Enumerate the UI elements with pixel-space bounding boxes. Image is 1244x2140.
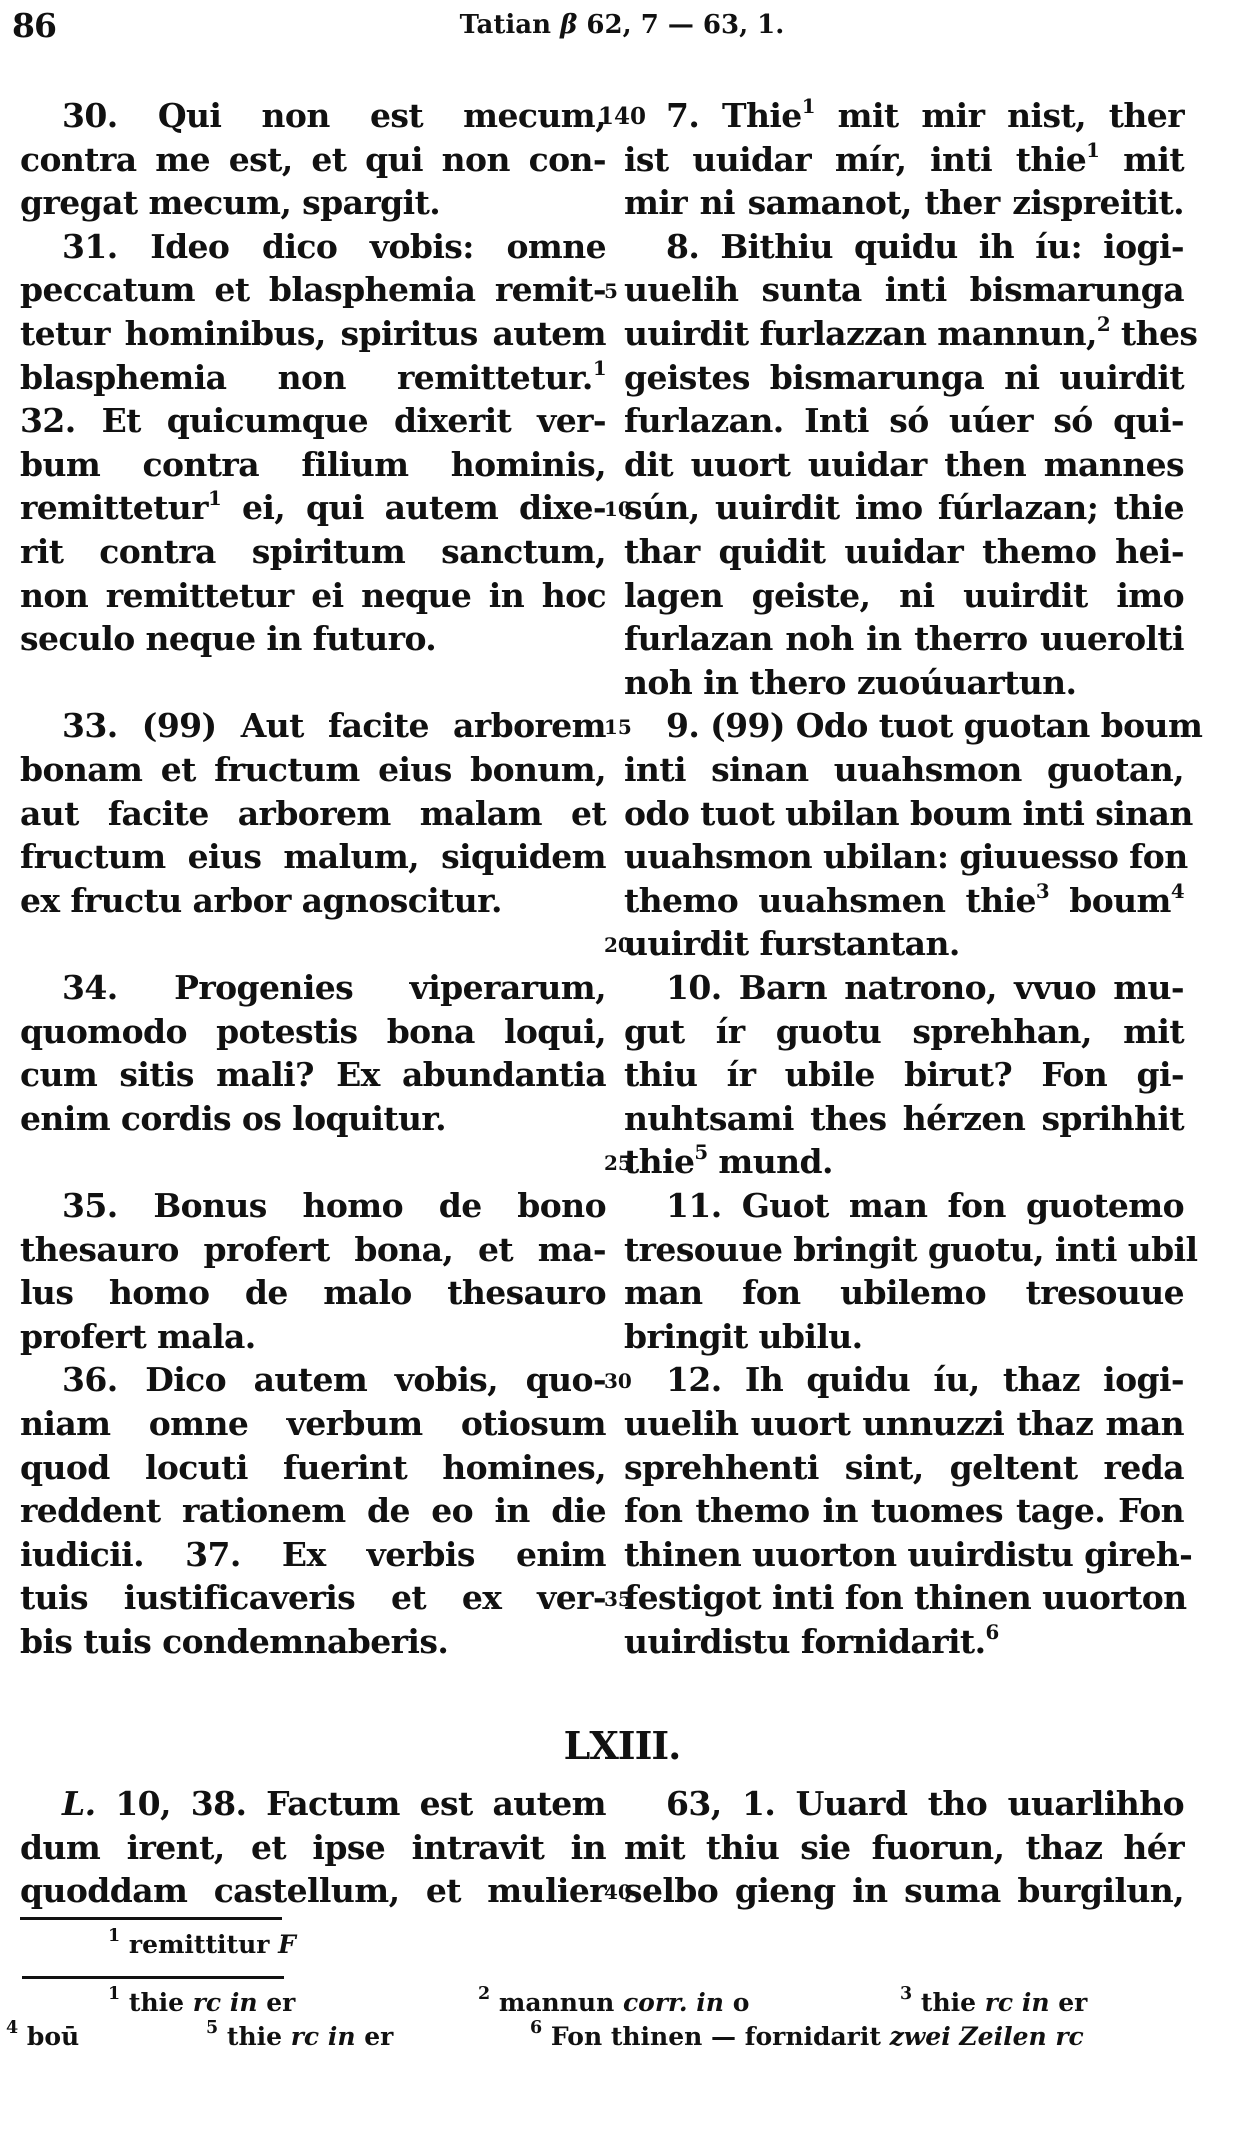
text-line: quoddam castellum, et mulier (20, 1871, 606, 1911)
text-line: lagen geiste, ni uuirdit imo (624, 575, 1184, 615)
text-line: uuelih sunta inti bismarunga (624, 270, 1184, 310)
footnote-german-6: $^6$ Fon thinen — fornidarit zwei Zeilen rc (530, 2017, 1084, 2051)
line-number: 20 (604, 933, 632, 958)
footnote-siglum: F (278, 1930, 296, 1959)
latin-column (20, 94, 606, 1674)
text-line: profert mala. (20, 1316, 256, 1356)
text-line (20, 922, 606, 966)
text-line: 11. Guot man fon guotemo (666, 1186, 1184, 1225)
text-line: dum irent, et ipse intravit in (20, 1827, 606, 1867)
text-line: uuirdit furstantan. (624, 924, 960, 964)
footnote-reference: 6 (985, 1620, 999, 1645)
footnote-mark: 5 (206, 2017, 219, 2038)
footnote-mark: 3 (900, 1983, 913, 2004)
text-line: man fon ubilemo tresouue (624, 1273, 1184, 1313)
editorial-note: rc in (984, 1988, 1059, 2017)
text-line: tetur hominibus, spiritus autem (20, 314, 606, 353)
footnote-reference: 1 (801, 94, 815, 119)
text-line: lus homo de malo thesauro (20, 1273, 606, 1313)
text-line: 10. Barn natrono, vvuo mu- (666, 968, 1184, 1007)
text-line: themo uuahsmen thie$^3$ boum$^4$ (624, 878, 1185, 920)
footnote-latin-1 (108, 1925, 296, 1960)
line-number: 40 (604, 1880, 632, 1905)
text-line: mit thiu sie fuorun, thaz hér (624, 1827, 1184, 1867)
text-line: 30. Qui non est mecum, (62, 96, 606, 135)
text-line: 32. Et quicumque dixerit ver- (20, 401, 606, 441)
editorial-note: corr. in (622, 1988, 733, 2017)
footnote-text: remittitur (128, 1930, 270, 1959)
text-line: 63, 1. Uuard tho uuarlihho (666, 1784, 1184, 1823)
footnote-reference: 1 (207, 486, 222, 511)
text-line: bonam et fructum eius bonum, (20, 750, 606, 789)
footnote-german-4: $^4$ boū (6, 2017, 80, 2051)
line-number: 30 (604, 1369, 632, 1394)
text-line: non remittetur ei neque in hoc (20, 575, 606, 615)
footnote-reference: 5 (694, 1140, 708, 1165)
text-line: 34. Progenies viperarum, (62, 968, 606, 1007)
running-title-siglum: β (560, 10, 578, 40)
text-line: L. 10, 38. Factum est autem (62, 1784, 606, 1823)
footnote-mark: 4 (6, 2017, 19, 2038)
text-line: dit uuort uuidar then mannes (624, 444, 1184, 484)
line-number: 140 (598, 103, 647, 130)
text-line: sprehhenti sint, geltent reda (624, 1447, 1184, 1487)
text-line: fon themo in tuomes tage. Fon (624, 1491, 1184, 1531)
text-line: furlazan noh in therro uuerolti (624, 619, 1184, 659)
footnote-reference: 1 (592, 355, 606, 380)
footnote-german-3: $^3$ thie rc in er (900, 1983, 1088, 2017)
editorial-note: rc in (290, 2022, 365, 2051)
text-line: mir ni samanot, ther zispreitit. (624, 183, 1184, 223)
text-line: bum contra filium hominis, (20, 444, 606, 484)
text-line: aut facite arborem malam et (20, 793, 606, 833)
text-line: bringit ubilu. (624, 1316, 863, 1356)
text-line: quomodo potestis bona loqui, (20, 1011, 606, 1051)
text-line: reddent rationem de eo in die (20, 1491, 606, 1531)
text-line: remittetur$^1$ ei, qui autem dixe- (20, 486, 606, 528)
line-number: 15 (604, 715, 632, 740)
footnote-reference: 3 (1035, 878, 1050, 903)
text-line: nuhtsami thes hérzen sprihhit (624, 1098, 1184, 1138)
text-line: ex fructu arbor agnoscitur. (20, 880, 502, 920)
text-line: uuelih uuort unnuzzi thaz man (624, 1404, 1184, 1443)
running-title-range: 62, 7 — 63, 1. (586, 10, 785, 40)
text-line: selbo gieng in suma burgilun, (624, 1871, 1184, 1911)
text-line: 36. Dico autem vobis, quo- (62, 1360, 606, 1400)
text-line: uuirdistu fornidarit.$^6$ (624, 1620, 999, 1661)
text-line: noh in thero zuoúuartun. (624, 662, 1077, 702)
text-line: enim cordis os loquitur. (20, 1098, 447, 1138)
line-number: 35 (604, 1587, 632, 1612)
text-line: thesauro profert bona, et ma- (20, 1229, 606, 1269)
text-line: 31. Ideo dico vobis: omne (62, 226, 606, 266)
running-head (0, 6, 1244, 50)
text-line: cum sitis mali? Ex abundantia (20, 1055, 606, 1095)
text-line: geistes bismarunga ni uuirdit (624, 357, 1184, 397)
text-line: 9. (99) Odo tuot guotan boum (666, 706, 1203, 746)
footnote-rule-latin (20, 1917, 282, 1920)
text-line: quod locuti fuerint homines, (20, 1447, 606, 1487)
text-line: thie$^5$ mund. (624, 1140, 833, 1182)
gospel-reference: L. (62, 1784, 96, 1823)
text-line: ist uuidar mír, inti thie$^1$ mit (624, 137, 1184, 179)
text-line: inti sinan uuahsmon guotan, (624, 750, 1184, 789)
section-heading: LXIII. (563, 1723, 681, 1768)
text-line: peccatum et blasphemia remit- (20, 270, 606, 310)
text-line (20, 661, 606, 705)
text-line: thiu ír ubile birut? Fon gi- (624, 1055, 1184, 1095)
text-line: odo tuot ubilan boum inti sinan (624, 793, 1193, 833)
text-line: niam omne verbum otiosum (20, 1404, 606, 1443)
text-line: thinen uuorton uuirdistu gireh- (624, 1534, 1193, 1574)
text-line: blasphemia non remittetur.$^1$ (20, 355, 606, 397)
text-line: fructum eius malum, siquidem (20, 837, 606, 877)
text-line: 7. Thie$^1$ mit mir nist, ther (666, 94, 1184, 135)
text-line: contra me est, et qui non con- (20, 139, 606, 179)
text-line: seculo neque in futuro. (20, 619, 437, 659)
footnote-reference: 1 (1086, 137, 1100, 162)
footnote-rule-german (22, 1976, 284, 1979)
text-line: tresouue bringit guotu, inti ubil (624, 1229, 1198, 1269)
text-line: furlazan. Inti só uúer só qui- (624, 401, 1184, 441)
text-line: 8. Bithiu quidu ih íu: iogi- (666, 226, 1184, 266)
editorial-note: zwei Zeilen rc (889, 2022, 1084, 2051)
footnote-mark: 1 (108, 1983, 121, 2004)
text-line: festigot inti fon thinen uuorton (624, 1578, 1187, 1618)
text-line: gregat mecum, spargit. (20, 183, 441, 223)
page-number: 86 (12, 6, 56, 45)
line-number: 5 (604, 279, 618, 304)
text-line: tuis iustificaveris et ex ver- (20, 1578, 606, 1618)
footnote-german-2: $^2$ mannun corr. in o (478, 1983, 750, 2017)
text-line: thar quidit uuidar themo hei- (624, 532, 1184, 571)
text-line (20, 1140, 606, 1184)
section-old-high-german-column (624, 1782, 1184, 1914)
footnote-german-5: $^5$ thie rc in er (206, 2017, 394, 2051)
footnote-mark: 2 (478, 1983, 491, 2004)
text-line: 33. (99) Aut facite arborem (62, 706, 606, 746)
text-line: sún, uuirdit imo fúrlazan; thie (624, 488, 1184, 528)
running-title (0, 10, 1244, 40)
text-line: 12. Ih quidu íu, thaz iogi- (666, 1360, 1184, 1400)
editorial-note: rc in (192, 1988, 267, 2017)
text-line: uuahsmon ubilan: giuuesso fon (624, 837, 1188, 877)
text-line: rit contra spiritum sanctum, (20, 532, 606, 571)
footnote-mark: 1 (108, 1925, 121, 1946)
text-line: uuirdit furlazzan mannun,$^2$ thes (624, 312, 1198, 353)
text-line: gut ír guotu sprehhan, mit (624, 1011, 1184, 1051)
section-latin-column (20, 1782, 606, 1914)
running-title-work: Tatian (459, 10, 552, 40)
footnote-reference: 4 (1170, 878, 1185, 903)
old-high-german-column (624, 94, 1203, 1674)
line-number: 25 (604, 1151, 632, 1176)
text-line: 35. Bonus homo de bono (62, 1186, 606, 1225)
text-line: iudicii. 37. Ex verbis enim (20, 1534, 606, 1574)
footnote-german-1: $^1$ thie rc in er (108, 1983, 296, 2017)
text-line: bis tuis condemnaberis. (20, 1622, 449, 1661)
footnote-reference: 2 (1096, 312, 1111, 337)
footnote-mark: 6 (530, 2017, 543, 2038)
line-number: 10 (604, 497, 632, 522)
